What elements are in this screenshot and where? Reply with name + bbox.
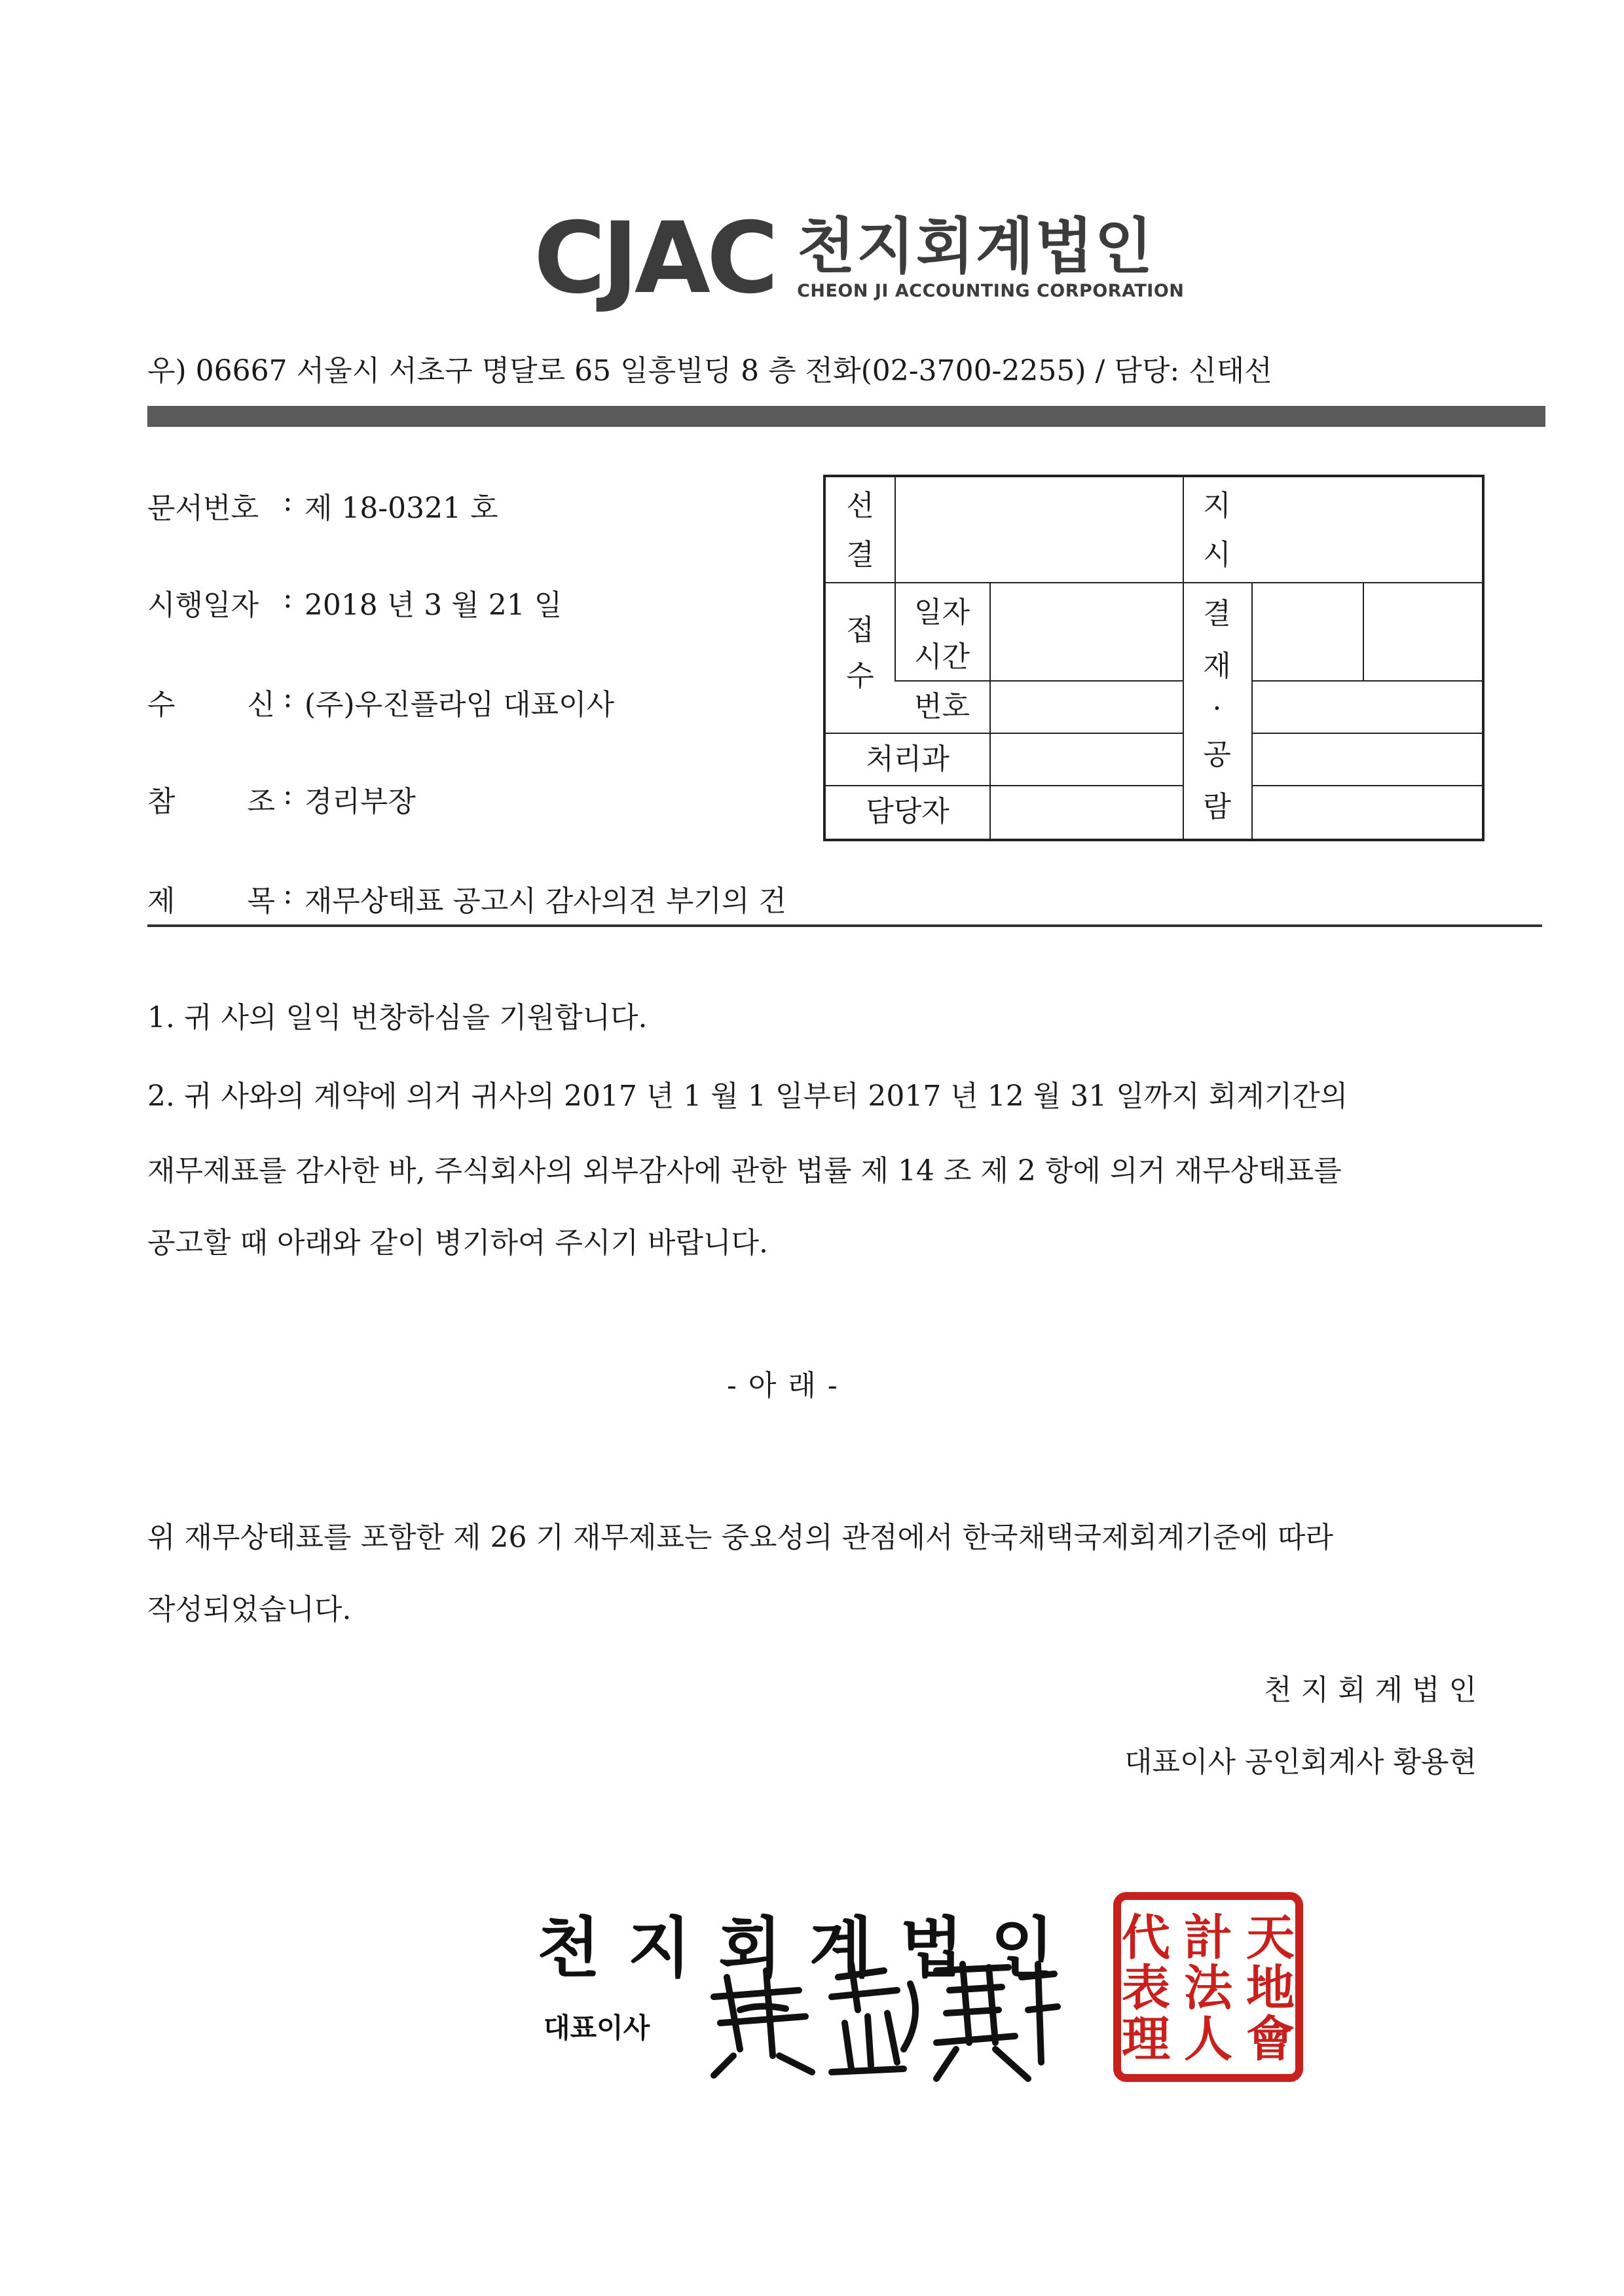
date-label: 시행일자 <box>147 589 259 622</box>
seal-firm-name: 천지회계법인 <box>537 1910 1082 1986</box>
stamp-char: 表 <box>1122 1960 1170 2016</box>
approval-dot: · <box>1212 692 1222 725</box>
subject-label <box>147 877 275 919</box>
stamp-char: 法 <box>1184 1960 1232 2016</box>
subject-label-char: 목 <box>247 884 275 918</box>
body-item-1: 1. 귀 사의 일익 번창하심을 기원합니다. <box>147 1001 648 1034</box>
recipient-line: 수 신 : (주)우진플라임 대표이사 <box>147 681 615 721</box>
stamp-char: 地 <box>1246 1960 1295 2016</box>
approval-su: 수 <box>846 659 874 693</box>
date-value: 2018 년 3 월 21 일 <box>304 589 563 622</box>
logo-mark: CJAC <box>534 202 775 316</box>
approval-seon: 선 <box>846 489 874 522</box>
approval-jae: 재 <box>1203 649 1231 683</box>
logo-firm-name-en: CHEON JI ACCOUNTING CORPORATION <box>797 280 1185 301</box>
approval-cheorigwa: 처리과 <box>866 742 950 776</box>
corporate-seal-stamp <box>1113 1892 1303 2082</box>
opinion-line-2: 작성되었습니다. <box>147 1593 352 1626</box>
approval-si: 시 <box>1203 538 1231 572</box>
approval-damdangja: 담당자 <box>866 795 950 828</box>
reference-value: 경리부장 <box>304 785 416 818</box>
approval-ram: 람 <box>1203 790 1231 824</box>
approval-gyeol: 결 <box>846 538 874 572</box>
subject-line: 제 목 : 재무상태표 공고시 감사의견 부기의 건 <box>147 877 786 918</box>
closing-firm-name: 천 지 회 계 법 인 <box>1264 1673 1477 1707</box>
stamp-char: 計 <box>1184 1910 1232 1966</box>
stamp-char: 天 <box>1246 1910 1295 1966</box>
doc-number-line: 문서번호 : 제 18-0321 호 <box>147 484 498 525</box>
reference-label <box>147 778 275 820</box>
recipient-label-char: 신 <box>247 688 275 721</box>
recipient-value: (주)우진플라임 대표이사 <box>304 688 615 721</box>
stamp-char: 理 <box>1122 2011 1170 2068</box>
stamp-char: 人 <box>1184 2011 1232 2068</box>
approval-beonho: 번호 <box>913 690 970 723</box>
approval-gyeol2: 결 <box>1203 597 1231 630</box>
subject-value: 재무상태표 공고시 감사의견 부기의 건 <box>304 884 786 918</box>
body-item-2-line-2: 재무제표를 감사한 바, 주식회사의 외부감사에 관한 법률 제 14 조 제 2 항에 의거 재무상태표를 <box>147 1154 1342 1188</box>
letterhead-divider-bar <box>147 406 1545 427</box>
reference-label-char: 참 <box>147 785 175 818</box>
doc-number-label: 문서번호 <box>147 492 259 525</box>
subject-divider <box>147 924 1542 927</box>
reference-label-char: 조 <box>247 785 275 818</box>
reference-line: 참 조 : 경리부장 <box>147 778 416 818</box>
approval-sigan: 시간 <box>913 640 970 674</box>
stamp-char: 會 <box>1246 2011 1295 2068</box>
notice-heading: - 아 래 - <box>727 1369 839 1402</box>
recipient-label-char: 수 <box>147 688 175 721</box>
approval-ji: 지 <box>1203 489 1231 522</box>
approval-gong: 공 <box>1203 738 1231 771</box>
recipient-label <box>147 681 275 723</box>
date-line: 시행일자 : 2018 년 3 월 21 일 <box>147 581 563 622</box>
doc-number-value: 제 18-0321 호 <box>304 492 498 525</box>
approval-stamp-box <box>823 475 1485 841</box>
approval-ilja: 일자 <box>913 596 970 629</box>
representative-signature <box>701 1951 1067 2082</box>
closing-representative: 대표이사 공인회계사 황용현 <box>1124 1745 1477 1779</box>
letterhead-address: 우) 06667 서울시 서초구 명달로 65 일흥빌딩 8 층 전화(02-3700-2255) / 담당: 신태선 <box>147 354 1272 388</box>
opinion-line-1: 위 재무상태표를 포함한 제 26 기 재무제표는 중요성의 관점에서 한국채택국제회계기준에 따라 <box>147 1521 1333 1554</box>
subject-label-char: 제 <box>147 884 175 918</box>
stamp-char: 代 <box>1122 1910 1170 1966</box>
body-item-2-line-1: 2. 귀 사와의 계약에 의거 귀사의 2017 년 1 월 1 일부터 2017 년 12 월 31 일까지 회계기간의 <box>147 1080 1348 1113</box>
body-item-2-line-3: 공고할 때 아래와 같이 병기하여 주시기 바랍니다. <box>147 1226 768 1260</box>
seal-rep-title: 대표이사 <box>544 2012 650 2044</box>
approval-jeop: 접 <box>846 613 874 647</box>
letterhead-logo <box>534 202 1185 316</box>
logo-firm-name-ko: 천지회계법인 <box>797 211 1154 282</box>
